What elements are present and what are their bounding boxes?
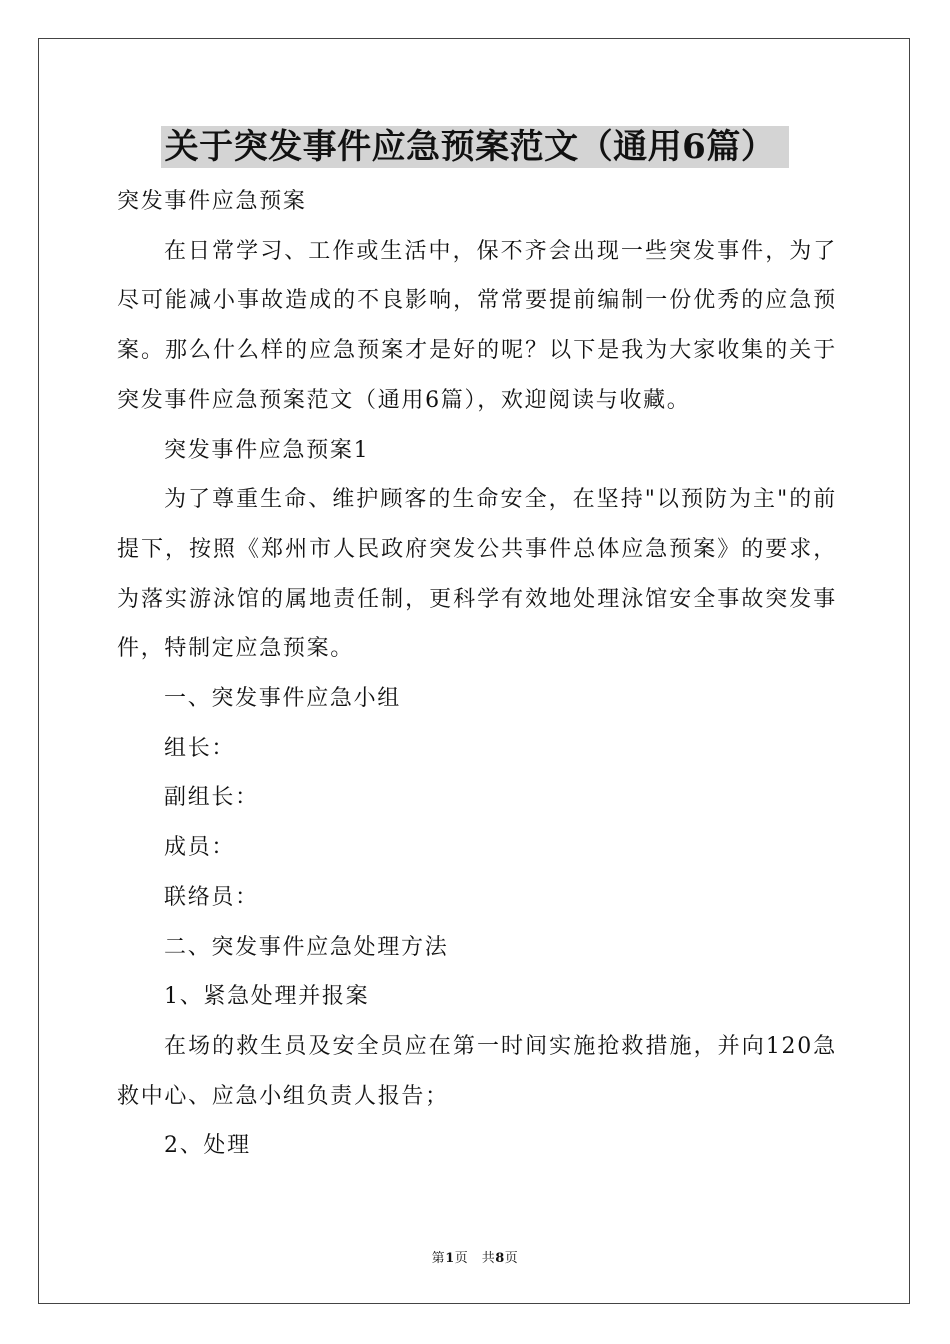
paragraph: 成员： (164, 835, 236, 861)
paragraph: 在日常学习、工作或生活中，保不齐会出现一些突发事件，为了尽可能减小事故造成的不良影响，常常要提前编制一份优秀的应急预案。那么什么样的应急预案才是好的呢？以下是我为大家收集的关于突发事件应急预案范文（通用6篇），欢迎阅读与收藏。 (117, 238, 837, 413)
document-title: 关于突发事件应急预案范文（通用6篇） (161, 126, 790, 168)
paragraph: 2、处理 (164, 1133, 251, 1159)
paragraph: 组长： (164, 735, 236, 761)
paragraph: 为了尊重生命、维护顾客的生命安全，在坚持"以预防为主"的前提下，按照《郑州市人民政府突发公共事件总体应急预案》的要求，为落实游泳馆的属地责任制，更科学有效地处理泳馆安全事故突发事件，特制定应急预案。 (117, 487, 837, 662)
paragraph: 在场的救生员及安全员应在第一时间实施抢救措施，并向120急救中心、应急小组负责人报告； (117, 1033, 837, 1109)
footer-page-prefix: 第 (431, 1251, 446, 1266)
footer-page-total: 8 (495, 1251, 505, 1266)
footer-page-mid: 页 共 (454, 1251, 496, 1266)
document-body (117, 177, 837, 1171)
paragraph: 联络员： (164, 884, 259, 910)
paragraph: 1、紧急处理并报案 (164, 984, 370, 1010)
footer-page-number: 1 (445, 1251, 455, 1266)
footer-page-suffix: 页 (504, 1251, 519, 1266)
page-footer (0, 1247, 950, 1266)
paragraph: 副组长： (164, 785, 259, 811)
paragraph: 突发事件应急预案 (117, 189, 307, 214)
title-container (0, 126, 950, 168)
paragraph: 突发事件应急预案1 (164, 437, 370, 463)
paragraph: 二、突发事件应急处理方法 (164, 934, 449, 960)
paragraph: 一、突发事件应急小组 (164, 686, 402, 712)
